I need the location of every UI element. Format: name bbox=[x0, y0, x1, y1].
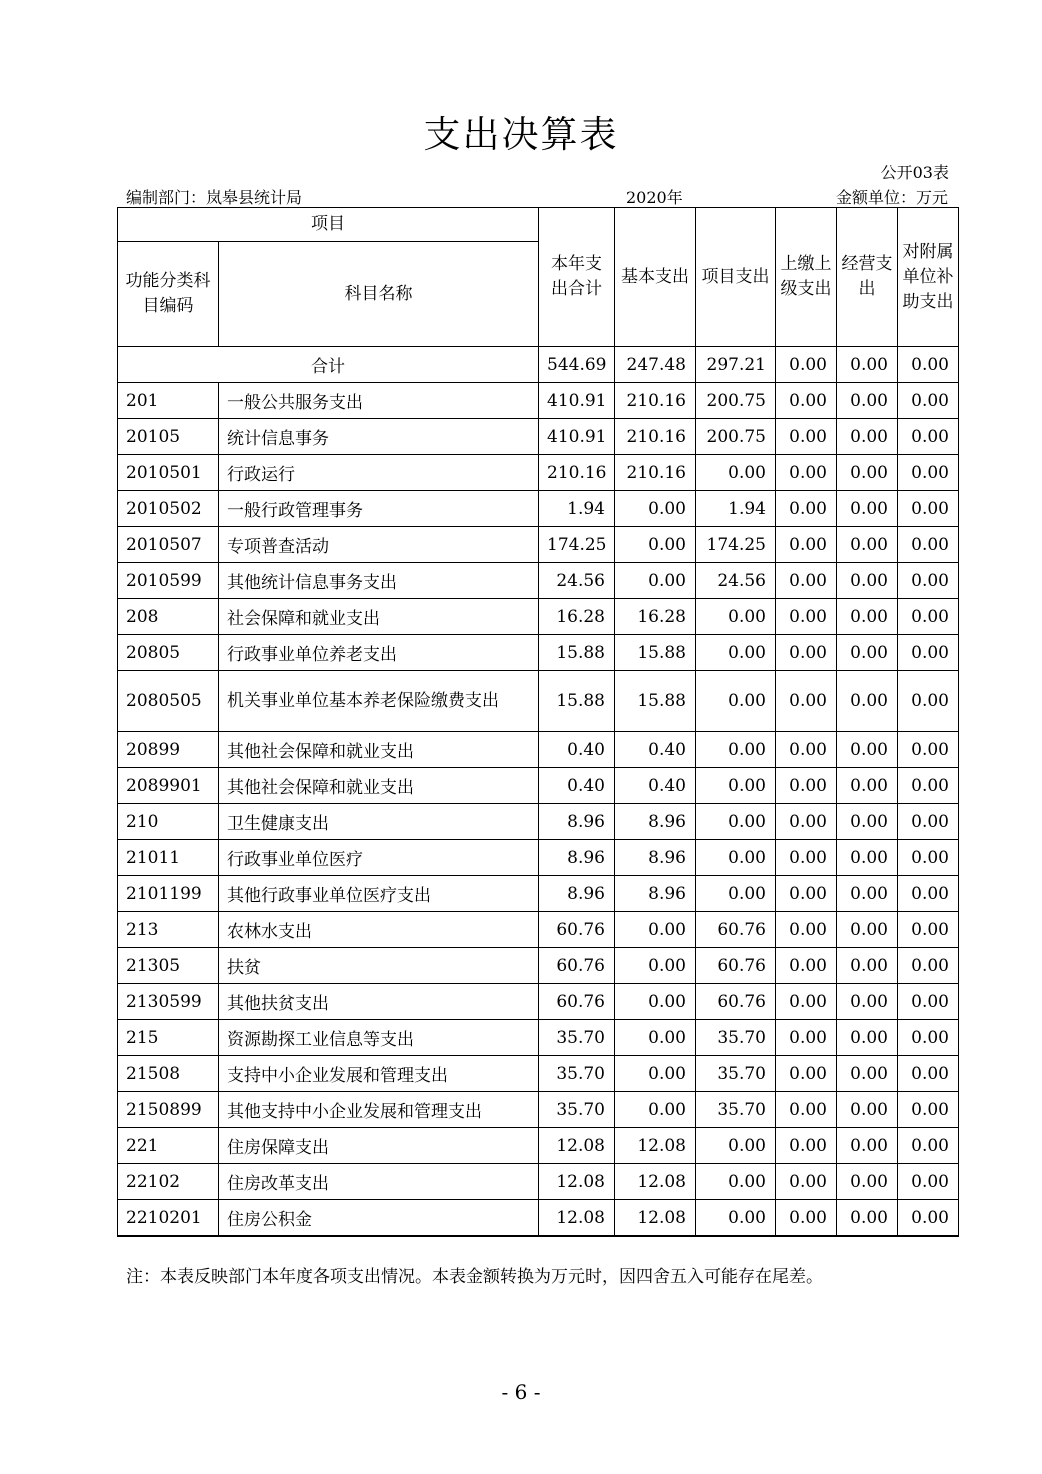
row-value: 0.00 bbox=[776, 1056, 837, 1092]
header-business: 经营支出 bbox=[837, 208, 898, 347]
row-value: 0.00 bbox=[776, 804, 837, 840]
header-project: 项目 bbox=[118, 208, 539, 242]
row-value: 12.08 bbox=[615, 1200, 696, 1237]
row-code: 21011 bbox=[118, 840, 219, 876]
table-row bbox=[118, 984, 959, 1020]
row-value: 0.00 bbox=[837, 419, 898, 455]
row-code: 208 bbox=[118, 599, 219, 635]
row-value: 0.00 bbox=[696, 1164, 776, 1200]
row-code: 2010599 bbox=[118, 563, 219, 599]
row-value: 0.00 bbox=[776, 1092, 837, 1128]
row-value: 0.00 bbox=[615, 491, 696, 527]
row-value: 0.00 bbox=[776, 563, 837, 599]
row-value: 0.00 bbox=[837, 912, 898, 948]
row-code: 2080505 bbox=[118, 671, 219, 732]
row-value: 0.40 bbox=[539, 732, 615, 768]
fiscal-year: 2020年 bbox=[626, 188, 683, 207]
row-value: 0.00 bbox=[837, 455, 898, 491]
row-value: 0.00 bbox=[615, 1020, 696, 1056]
row-value: 0.00 bbox=[776, 383, 837, 419]
row-value: 60.76 bbox=[539, 984, 615, 1020]
row-value: 0.00 bbox=[696, 635, 776, 671]
row-value: 0.00 bbox=[837, 1056, 898, 1092]
row-value: 8.96 bbox=[615, 804, 696, 840]
header-total: 本年支出合计 bbox=[539, 208, 615, 347]
row-code: 21305 bbox=[118, 948, 219, 984]
table-row bbox=[118, 527, 959, 563]
row-code: 2089901 bbox=[118, 768, 219, 804]
table-row bbox=[118, 948, 959, 984]
row-name: 扶贫 bbox=[219, 948, 539, 984]
row-value: 8.96 bbox=[539, 804, 615, 840]
row-value: 0.00 bbox=[776, 1020, 837, 1056]
row-name: 住房公积金 bbox=[219, 1200, 539, 1237]
row-name: 住房保障支出 bbox=[219, 1128, 539, 1164]
row-name: 统计信息事务 bbox=[219, 419, 539, 455]
row-value: 410.91 bbox=[539, 383, 615, 419]
row-value: 0.00 bbox=[837, 1128, 898, 1164]
row-value: 60.76 bbox=[539, 948, 615, 984]
amount-unit: 金额单位：万元 bbox=[835, 188, 948, 207]
row-code: 201 bbox=[118, 383, 219, 419]
row-code: 215 bbox=[118, 1020, 219, 1056]
table-row bbox=[118, 455, 959, 491]
table-row bbox=[118, 732, 959, 768]
row-value: 0.00 bbox=[837, 1164, 898, 1200]
row-value: 0.00 bbox=[898, 876, 959, 912]
row-value: 12.08 bbox=[615, 1164, 696, 1200]
row-value: 12.08 bbox=[539, 1200, 615, 1237]
row-value: 0.00 bbox=[898, 732, 959, 768]
row-value: 174.25 bbox=[539, 527, 615, 563]
row-value: 0.00 bbox=[615, 1056, 696, 1092]
header-name: 科目名称 bbox=[219, 242, 539, 347]
total-value: 0.00 bbox=[776, 347, 837, 383]
row-value: 0.00 bbox=[776, 912, 837, 948]
row-value: 0.00 bbox=[898, 948, 959, 984]
row-value: 0.00 bbox=[615, 948, 696, 984]
row-name: 机关事业单位基本养老保险缴费支出 bbox=[219, 671, 539, 732]
table-row bbox=[118, 383, 959, 419]
total-value: 0.00 bbox=[898, 347, 959, 383]
row-value: 0.00 bbox=[837, 1020, 898, 1056]
table-row bbox=[118, 635, 959, 671]
row-value: 24.56 bbox=[696, 563, 776, 599]
row-name: 其他扶贫支出 bbox=[219, 984, 539, 1020]
row-value: 35.70 bbox=[539, 1020, 615, 1056]
row-value: 200.75 bbox=[696, 419, 776, 455]
row-value: 0.00 bbox=[837, 491, 898, 527]
table-row bbox=[118, 599, 959, 635]
row-value: 0.00 bbox=[837, 804, 898, 840]
row-value: 0.00 bbox=[696, 768, 776, 804]
row-value: 8.96 bbox=[539, 840, 615, 876]
row-code: 20105 bbox=[118, 419, 219, 455]
row-value: 0.00 bbox=[776, 491, 837, 527]
row-value: 60.76 bbox=[539, 912, 615, 948]
row-value: 0.00 bbox=[776, 1164, 837, 1200]
row-value: 0.00 bbox=[837, 732, 898, 768]
total-row bbox=[118, 347, 959, 383]
row-name: 其他社会保障和就业支出 bbox=[219, 732, 539, 768]
total-label: 合计 bbox=[118, 347, 539, 383]
row-value: 12.08 bbox=[539, 1128, 615, 1164]
row-value: 0.00 bbox=[696, 599, 776, 635]
row-name: 行政事业单位养老支出 bbox=[219, 635, 539, 671]
table-note: 注：本表反映部门本年度各项支出情况。本表金额转换为万元时，因四舍五入可能存在尾差。 bbox=[126, 1267, 823, 1287]
row-value: 0.00 bbox=[898, 491, 959, 527]
row-value: 0.00 bbox=[776, 419, 837, 455]
row-value: 0.00 bbox=[898, 671, 959, 732]
row-code: 221 bbox=[118, 1128, 219, 1164]
row-value: 35.70 bbox=[696, 1020, 776, 1056]
row-value: 12.08 bbox=[615, 1128, 696, 1164]
row-value: 0.00 bbox=[898, 912, 959, 948]
header-subsidy: 对附属单位补助支出 bbox=[898, 208, 959, 347]
row-value: 0.00 bbox=[776, 732, 837, 768]
header-row bbox=[118, 208, 959, 242]
row-value: 210.16 bbox=[539, 455, 615, 491]
row-value: 0.00 bbox=[776, 984, 837, 1020]
row-value: 0.00 bbox=[615, 1092, 696, 1128]
row-value: 0.00 bbox=[898, 635, 959, 671]
page-title: 支出决算表 bbox=[423, 113, 619, 156]
total-value: 0.00 bbox=[837, 347, 898, 383]
table-row bbox=[118, 491, 959, 527]
row-code: 21508 bbox=[118, 1056, 219, 1092]
table-row bbox=[118, 1056, 959, 1092]
table-row bbox=[118, 768, 959, 804]
row-value: 24.56 bbox=[539, 563, 615, 599]
row-value: 35.70 bbox=[539, 1056, 615, 1092]
row-code: 2010502 bbox=[118, 491, 219, 527]
row-value: 0.00 bbox=[776, 948, 837, 984]
row-value: 0.00 bbox=[696, 876, 776, 912]
row-code: 2101199 bbox=[118, 876, 219, 912]
row-value: 0.00 bbox=[837, 768, 898, 804]
row-name: 农林水支出 bbox=[219, 912, 539, 948]
row-value: 0.00 bbox=[776, 671, 837, 732]
row-value: 8.96 bbox=[539, 876, 615, 912]
row-value: 0.00 bbox=[615, 912, 696, 948]
row-value: 0.00 bbox=[615, 563, 696, 599]
row-value: 0.00 bbox=[696, 1128, 776, 1164]
row-code: 2010501 bbox=[118, 455, 219, 491]
row-value: 0.00 bbox=[898, 563, 959, 599]
row-value: 0.00 bbox=[615, 527, 696, 563]
table-row bbox=[118, 876, 959, 912]
table-row bbox=[118, 912, 959, 948]
row-value: 0.00 bbox=[696, 804, 776, 840]
row-value: 0.00 bbox=[837, 1200, 898, 1237]
row-code: 2130599 bbox=[118, 984, 219, 1020]
row-value: 0.00 bbox=[898, 527, 959, 563]
row-name: 住房改革支出 bbox=[219, 1164, 539, 1200]
row-code: 2150899 bbox=[118, 1092, 219, 1128]
row-value: 0.00 bbox=[696, 671, 776, 732]
row-code: 20899 bbox=[118, 732, 219, 768]
row-value: 15.88 bbox=[615, 671, 696, 732]
table-row bbox=[118, 419, 959, 455]
table-row bbox=[118, 1164, 959, 1200]
row-value: 0.00 bbox=[776, 876, 837, 912]
row-value: 0.00 bbox=[837, 876, 898, 912]
row-value: 35.70 bbox=[696, 1092, 776, 1128]
row-name: 其他行政事业单位医疗支出 bbox=[219, 876, 539, 912]
row-name: 卫生健康支出 bbox=[219, 804, 539, 840]
row-value: 0.00 bbox=[898, 1200, 959, 1237]
row-value: 174.25 bbox=[696, 527, 776, 563]
total-value: 247.48 bbox=[615, 347, 696, 383]
row-code: 2210201 bbox=[118, 1200, 219, 1237]
row-name: 行政事业单位医疗 bbox=[219, 840, 539, 876]
row-value: 0.00 bbox=[898, 1020, 959, 1056]
row-name: 一般公共服务支出 bbox=[219, 383, 539, 419]
row-value: 60.76 bbox=[696, 912, 776, 948]
row-value: 0.00 bbox=[837, 527, 898, 563]
row-value: 0.00 bbox=[776, 455, 837, 491]
header-code: 功能分类科目编码 bbox=[118, 242, 219, 347]
row-value: 410.91 bbox=[539, 419, 615, 455]
row-value: 0.00 bbox=[696, 732, 776, 768]
row-code: 213 bbox=[118, 912, 219, 948]
page-number: - 6 - bbox=[501, 1380, 541, 1404]
row-value: 0.00 bbox=[837, 671, 898, 732]
row-value: 0.00 bbox=[898, 768, 959, 804]
row-value: 0.00 bbox=[837, 383, 898, 419]
compiling-department: 编制部门：岚皋县统计局 bbox=[126, 188, 303, 207]
table-row bbox=[118, 1092, 959, 1128]
row-value: 0.00 bbox=[615, 984, 696, 1020]
table-meta bbox=[126, 185, 948, 207]
row-code: 2010507 bbox=[118, 527, 219, 563]
row-name: 其他社会保障和就业支出 bbox=[219, 768, 539, 804]
table-row bbox=[118, 1128, 959, 1164]
header-project-expense: 项目支出 bbox=[696, 208, 776, 347]
row-value: 210.16 bbox=[615, 383, 696, 419]
header-upper: 上缴上级支出 bbox=[776, 208, 837, 347]
row-value: 0.00 bbox=[837, 840, 898, 876]
row-value: 0.00 bbox=[898, 1164, 959, 1200]
row-value: 0.00 bbox=[696, 455, 776, 491]
table-row bbox=[118, 1020, 959, 1056]
row-value: 0.00 bbox=[898, 383, 959, 419]
row-value: 16.28 bbox=[615, 599, 696, 635]
row-value: 0.00 bbox=[776, 527, 837, 563]
row-value: 0.00 bbox=[837, 984, 898, 1020]
row-code: 210 bbox=[118, 804, 219, 840]
table-row bbox=[118, 804, 959, 840]
table-row bbox=[118, 840, 959, 876]
row-value: 0.00 bbox=[776, 840, 837, 876]
row-value: 35.70 bbox=[696, 1056, 776, 1092]
row-value: 8.96 bbox=[615, 840, 696, 876]
row-value: 210.16 bbox=[615, 455, 696, 491]
row-value: 0.00 bbox=[898, 804, 959, 840]
row-code: 20805 bbox=[118, 635, 219, 671]
row-value: 0.00 bbox=[837, 563, 898, 599]
row-value: 200.75 bbox=[696, 383, 776, 419]
row-value: 0.00 bbox=[696, 840, 776, 876]
row-name: 社会保障和就业支出 bbox=[219, 599, 539, 635]
row-value: 60.76 bbox=[696, 984, 776, 1020]
row-name: 其他统计信息事务支出 bbox=[219, 563, 539, 599]
row-code: 22102 bbox=[118, 1164, 219, 1200]
table-row bbox=[118, 1200, 959, 1237]
row-value: 1.94 bbox=[696, 491, 776, 527]
row-name: 资源勘探工业信息等支出 bbox=[219, 1020, 539, 1056]
row-value: 12.08 bbox=[539, 1164, 615, 1200]
expenditure-table bbox=[117, 207, 959, 1237]
total-value: 544.69 bbox=[539, 347, 615, 383]
table-row bbox=[118, 671, 959, 732]
row-name: 支持中小企业发展和管理支出 bbox=[219, 1056, 539, 1092]
row-value: 0.00 bbox=[696, 1200, 776, 1237]
row-value: 0.00 bbox=[837, 599, 898, 635]
row-name: 一般行政管理事务 bbox=[219, 491, 539, 527]
row-value: 0.00 bbox=[898, 599, 959, 635]
row-value: 15.88 bbox=[539, 671, 615, 732]
row-value: 15.88 bbox=[539, 635, 615, 671]
row-value: 0.00 bbox=[837, 635, 898, 671]
row-value: 60.76 bbox=[696, 948, 776, 984]
row-value: 35.70 bbox=[539, 1092, 615, 1128]
row-value: 15.88 bbox=[615, 635, 696, 671]
row-name: 专项普查活动 bbox=[219, 527, 539, 563]
row-value: 0.40 bbox=[615, 732, 696, 768]
row-value: 0.00 bbox=[898, 1128, 959, 1164]
row-value: 0.40 bbox=[615, 768, 696, 804]
row-name: 行政运行 bbox=[219, 455, 539, 491]
row-name: 其他支持中小企业发展和管理支出 bbox=[219, 1092, 539, 1128]
row-value: 210.16 bbox=[615, 419, 696, 455]
header-basic: 基本支出 bbox=[615, 208, 696, 347]
row-value: 0.00 bbox=[898, 984, 959, 1020]
row-value: 8.96 bbox=[615, 876, 696, 912]
row-value: 0.40 bbox=[539, 768, 615, 804]
row-value: 0.00 bbox=[776, 768, 837, 804]
row-value: 0.00 bbox=[776, 1200, 837, 1237]
total-value: 297.21 bbox=[696, 347, 776, 383]
row-value: 0.00 bbox=[837, 1092, 898, 1128]
row-value: 1.94 bbox=[539, 491, 615, 527]
table-row bbox=[118, 563, 959, 599]
row-value: 0.00 bbox=[898, 455, 959, 491]
row-value: 0.00 bbox=[898, 1056, 959, 1092]
row-value: 16.28 bbox=[539, 599, 615, 635]
row-value: 0.00 bbox=[898, 840, 959, 876]
row-value: 0.00 bbox=[898, 1092, 959, 1128]
row-value: 0.00 bbox=[776, 635, 837, 671]
form-number: 公开03表 bbox=[880, 163, 949, 182]
row-value: 0.00 bbox=[837, 948, 898, 984]
row-value: 0.00 bbox=[776, 599, 837, 635]
row-value: 0.00 bbox=[898, 419, 959, 455]
row-value: 0.00 bbox=[776, 1128, 837, 1164]
